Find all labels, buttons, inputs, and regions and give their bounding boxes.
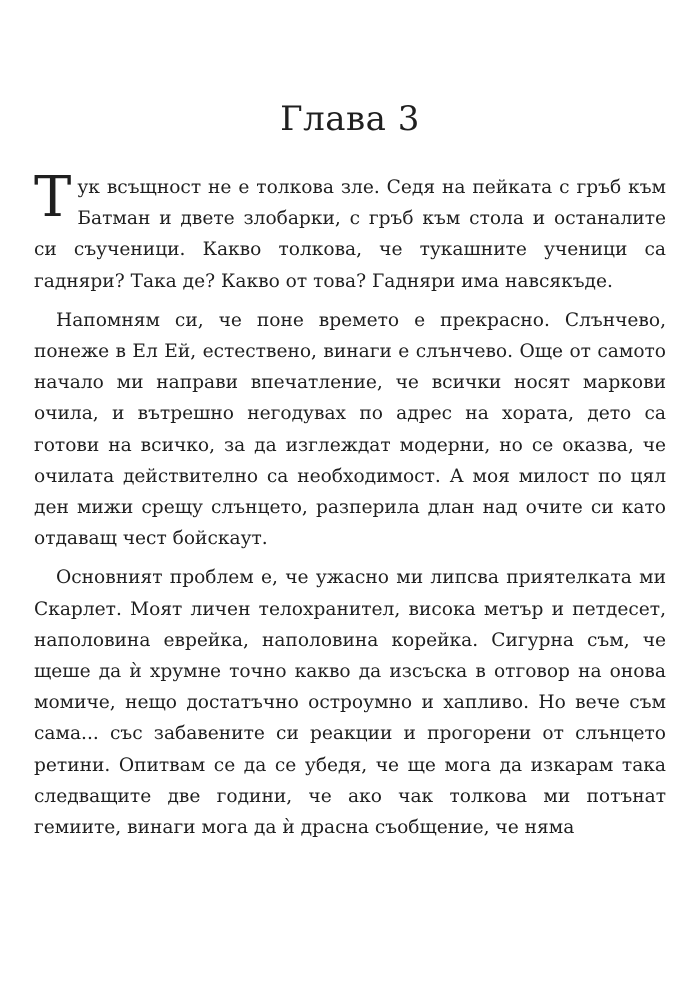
chapter-body — [34, 165, 666, 843]
paragraph-3: Основният проблем е, че ужасно ми липсва приятелката ми Скарлет. Моят личен телохранител, висока метър и петдесет, наполовина еврейка, наполовина корейка. Сигурна съм, че щеше да ѝ хрумне точно какво да изсъска в отговор на онова момиче, нещо достатъчно остроумно и хапливо. Но вече съм сама... със забавените си реакции и прогорени от слънцето ретини. Опитвам се да се убедя, че ще мога да изкарам така следващите две години, че ако чак толкова ми потънат гемиите, винаги мога да ѝ драсна съобщение, че няма — [34, 567, 666, 839]
paragraph-2: Напомням си, че поне времето е прекрасно. Слънчево, понеже в Ел Ей, естествено, винаги е слънчево. Още от самото начало ми направи впечатление, че всички носят маркови очила, и вътрешно негодувах по адрес на хората, дето са готови на всичко, за да изглеждат модерни, но се оказва, че очилата действително са необходимост. А моя милост по цял ден мижи срещу слънцето, разперила длан над очите си като отдаващ чест бойскаут. — [34, 309, 666, 550]
paragraph-1-text: ук всъщност не е толкова зле. Седя на пейката с гръб към Батман и двете злобарки, с гръб към стола и останалите си съученици. Какво толкова, че тукашните ученици са гадняри? Така де? Какво от това? Гадняри има навсякъде. — [34, 177, 666, 292]
book-page — [34, 0, 666, 990]
chapter-title: Глава 3 — [280, 99, 420, 139]
paragraph-1 — [34, 165, 666, 297]
drop-cap: Т — [34, 165, 72, 230]
